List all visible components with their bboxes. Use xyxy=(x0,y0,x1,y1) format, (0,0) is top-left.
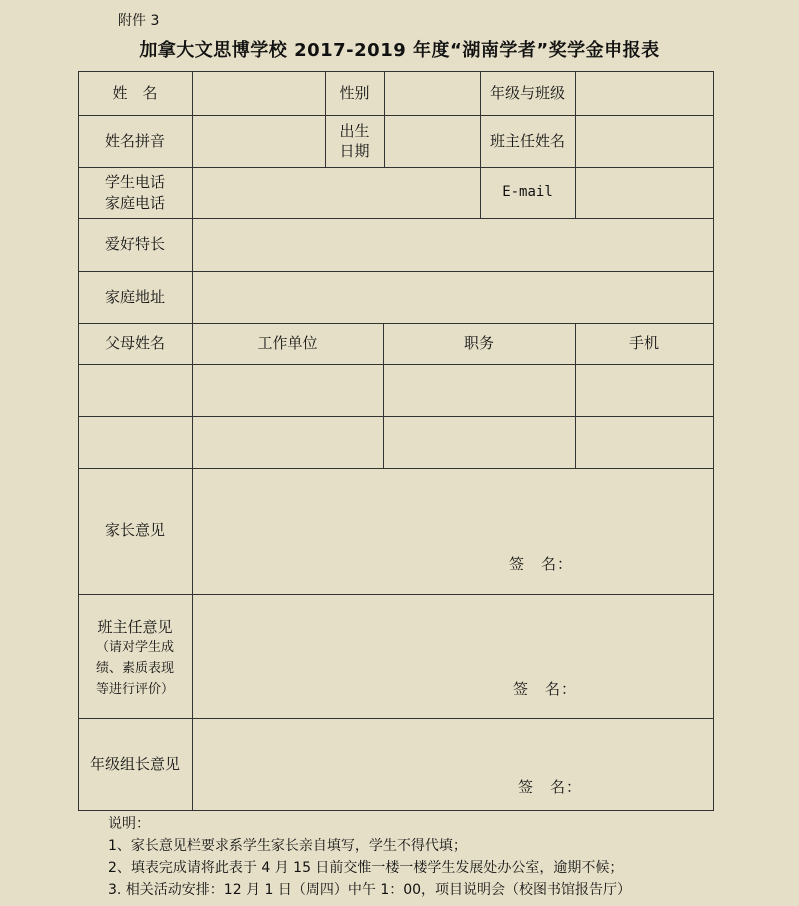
label-birth-line1: 出生 xyxy=(339,121,370,140)
label-phones xyxy=(78,167,192,218)
parent1-name-field[interactable] xyxy=(79,365,192,416)
label-student-phone: 学生电话 xyxy=(104,173,165,192)
grade-class-field[interactable] xyxy=(576,72,713,115)
notes-section xyxy=(108,813,631,901)
teacher-signature-label: 签 名： xyxy=(513,680,578,698)
label-parent-opinion: 家长意见 xyxy=(104,521,165,539)
note-item: 1、家长意见栏要求系学生家长亲自填写，学生不得代填； xyxy=(108,838,467,854)
birth-date-field[interactable] xyxy=(385,116,480,167)
hobbies-field[interactable] xyxy=(193,219,713,271)
label-birth-date xyxy=(325,115,384,167)
phones-field[interactable] xyxy=(193,168,480,218)
attachment-label: 附件 3 xyxy=(118,13,160,29)
table-border-bottom xyxy=(78,810,714,811)
parent-signature-label: 签 名： xyxy=(509,555,574,573)
parent2-mobile-field[interactable] xyxy=(576,417,713,468)
form-title: 加拿大文思博学校 2017-2019 年度“湖南学者”奖学金申报表 xyxy=(139,40,660,61)
teacher-opinion-field[interactable] xyxy=(193,595,713,718)
head-teacher-name-field[interactable] xyxy=(576,116,713,167)
label-gender: 性别 xyxy=(339,83,370,102)
label-mobile: 手机 xyxy=(628,334,659,353)
label-grade-class: 年级与班级 xyxy=(489,83,565,102)
label-teacher-opinion-title: 班主任意见 xyxy=(97,618,173,636)
label-position: 职务 xyxy=(463,334,494,353)
label-name-pinyin: 姓名拼音 xyxy=(104,131,165,150)
parent1-workplace-field[interactable] xyxy=(193,365,383,416)
label-grade-leader-opinion: 年级组长意见 xyxy=(89,754,180,773)
label-address: 家庭地址 xyxy=(104,287,165,306)
parent1-position-field[interactable] xyxy=(384,365,575,416)
parent2-workplace-field[interactable] xyxy=(193,417,383,468)
grade-leader-signature-label: 签 名： xyxy=(518,778,583,796)
label-parent-name: 父母姓名 xyxy=(104,334,165,353)
label-hobbies: 爱好特长 xyxy=(104,235,165,254)
table-border-right xyxy=(713,71,714,811)
label-birth-line2: 日期 xyxy=(339,142,370,160)
parent-opinion-field[interactable] xyxy=(193,469,713,594)
name-pinyin-field[interactable] xyxy=(193,116,325,167)
teacher-note-line1: （请对学生成 xyxy=(95,640,174,656)
email-field[interactable] xyxy=(576,168,713,218)
gender-field[interactable] xyxy=(385,72,480,115)
notes-heading: 说明： xyxy=(108,816,150,832)
address-field[interactable] xyxy=(193,272,713,323)
note-item: 3. 相关活动安排：12 月 1 日（周四）中午 1：00，项目说明会（校图书馆报告厅） xyxy=(108,882,632,898)
label-workplace: 工作单位 xyxy=(257,334,318,353)
label-teacher-opinion xyxy=(78,594,192,718)
note-item: 2、填表完成请将此表于 4 月 15 日前交惟一楼一楼学生发展处办公室，逾期不候； xyxy=(108,860,624,876)
teacher-note-line3: 等进行评价） xyxy=(95,682,174,698)
label-home-phone: 家庭电话 xyxy=(104,193,165,212)
grade-leader-opinion-field[interactable] xyxy=(193,719,713,810)
parent2-name-field[interactable] xyxy=(79,417,192,468)
label-name: 姓 名 xyxy=(112,83,158,102)
parent2-position-field[interactable] xyxy=(384,417,575,468)
name-field[interactable] xyxy=(193,72,325,115)
label-head-teacher-name: 班主任姓名 xyxy=(489,131,565,150)
teacher-note-line2: 绩、素质表现 xyxy=(95,661,174,677)
label-email: E-mail xyxy=(502,184,553,200)
application-form-table xyxy=(78,71,714,811)
parent1-mobile-field[interactable] xyxy=(576,365,713,416)
